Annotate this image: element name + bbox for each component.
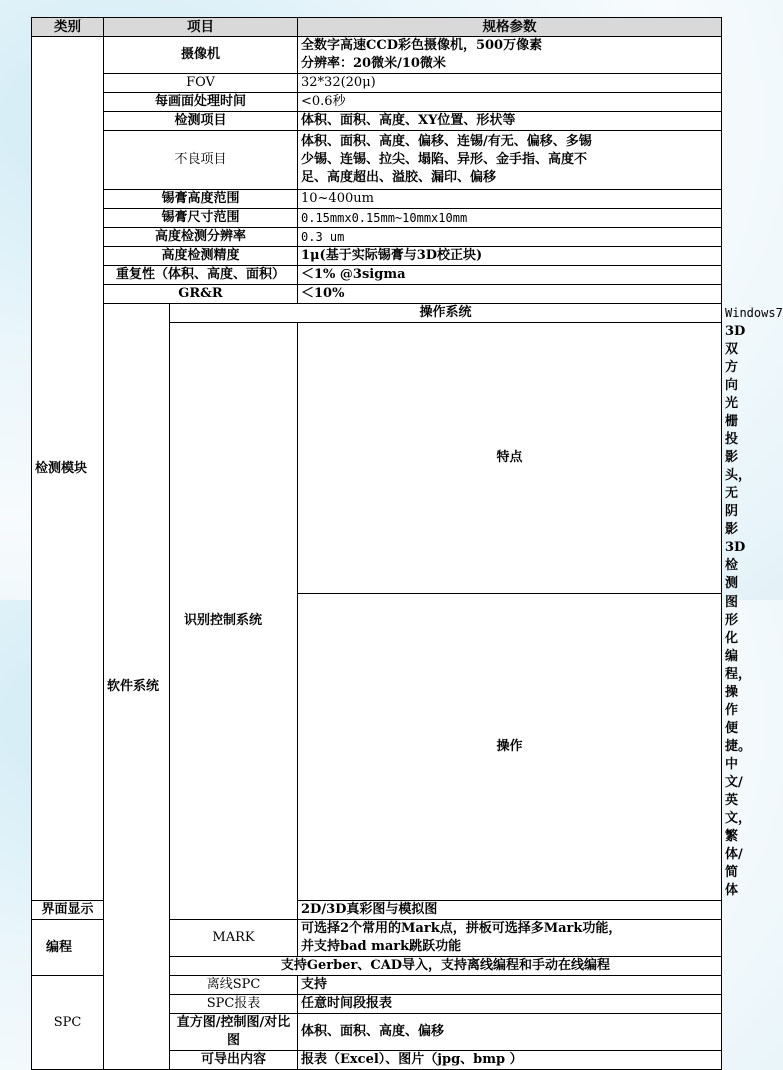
header-item: 项目 — [104, 18, 298, 37]
table-row — [32, 93, 722, 112]
item-label: 重复性（体积、高度、面积） — [104, 266, 298, 285]
item-label: 高度检测精度 — [104, 247, 298, 266]
spec-value: 32*32(20μ) — [298, 74, 722, 93]
category-software: 软件系统 — [104, 304, 170, 1070]
spec-value: 报表（Excel）、图片（jpg、bmp ） — [298, 1051, 722, 1070]
spec-value: 体积、面积、高度、偏移 — [298, 1014, 722, 1051]
table-row: 软件系统 操作系统 Windows7 — [32, 304, 722, 323]
item-label: 操作系统 — [170, 304, 722, 323]
group-programming: 编程 — [32, 920, 104, 976]
item-label: 直方图/控制图/对比图 — [170, 1014, 298, 1051]
item-label: 离线SPC — [170, 976, 298, 995]
spec-value: ＜1% @3sigma — [298, 266, 722, 285]
header-row — [32, 18, 722, 37]
spec-value: 支持 — [298, 976, 722, 995]
spec-value: 2D/3D真彩图与模拟图 — [298, 901, 722, 920]
table-row — [32, 190, 722, 209]
item-label: 可导出内容 — [170, 1051, 298, 1070]
table-row — [32, 228, 722, 247]
spec-value: 可选择2个常用的Mark点，拼板可选择多Mark功能， 并支持bad mark跳跃功能 — [298, 920, 722, 957]
spec-value: 10~400um — [298, 190, 722, 209]
table-row — [32, 74, 722, 93]
item-label: 锡膏高度范围 — [104, 190, 298, 209]
spec-table — [31, 17, 783, 1070]
group-recognition: 识别控制系统 — [170, 323, 298, 920]
spec-value: 支持Gerber、CAD导入，支持离线编程和手动在线编程 — [170, 957, 722, 976]
item-label: FOV — [104, 74, 298, 93]
table-row — [32, 266, 722, 285]
table-row — [32, 37, 722, 74]
spec-value: 体积、面积、高度、偏移、连锡/有无、偏移、多锡 少锡、连锡、拉尖、塌陷、异形、金手指、高度不 足、高度超出、溢胶、漏印、偏移 — [298, 131, 722, 190]
item-label: 特点 — [298, 323, 722, 594]
table-row — [32, 247, 722, 266]
spec-value: 全数字高速CCD彩色摄像机，500万像素 分辨率：20微米/10微米 — [298, 37, 722, 74]
spec-value: 0.15mmx0.15mm~10mmx10mm — [298, 209, 722, 228]
item-label: SPC报表 — [170, 995, 298, 1014]
table-row: 识别控制系统 特点 3D双方向光栅投影头，无阴影3D检测 — [32, 323, 722, 594]
item-label: 每画面处理时间 — [104, 93, 298, 112]
spec-value: 0.3 um — [298, 228, 722, 247]
spec-value: 体积、面积、高度、XY位置、形状等 — [298, 112, 722, 131]
group-spc: SPC — [32, 976, 104, 1070]
table-row — [32, 285, 722, 304]
item-label: 锡膏尺寸范围 — [104, 209, 298, 228]
table-row: 操作 图形化编程，操作便捷。中文/英文，繁体/简体 — [32, 594, 722, 901]
item-label: 高度检测分辨率 — [104, 228, 298, 247]
category-detection: 检测模块 — [32, 37, 104, 901]
item-label: MARK — [170, 920, 298, 957]
header-category: 类别 — [32, 18, 104, 37]
item-label: GR&R — [104, 285, 298, 304]
table-row — [32, 112, 722, 131]
spec-value: ＜10% — [298, 285, 722, 304]
item-label: 不良项目 — [104, 131, 298, 190]
item-label: 操作 — [298, 594, 722, 901]
spec-value: 1μ(基于实际锡膏与3D校正块) — [298, 247, 722, 266]
spec-value: <0.6秒 — [298, 93, 722, 112]
item-label: 摄像机 — [104, 37, 298, 74]
table-row — [32, 131, 722, 190]
item-label: 界面显示 — [32, 901, 104, 920]
item-label: 检测项目 — [104, 112, 298, 131]
spec-value: 任意时间段报表 — [298, 995, 722, 1014]
table-row — [32, 209, 722, 228]
header-spec: 规格参数 — [298, 18, 722, 37]
spec-table-container — [31, 17, 783, 1070]
